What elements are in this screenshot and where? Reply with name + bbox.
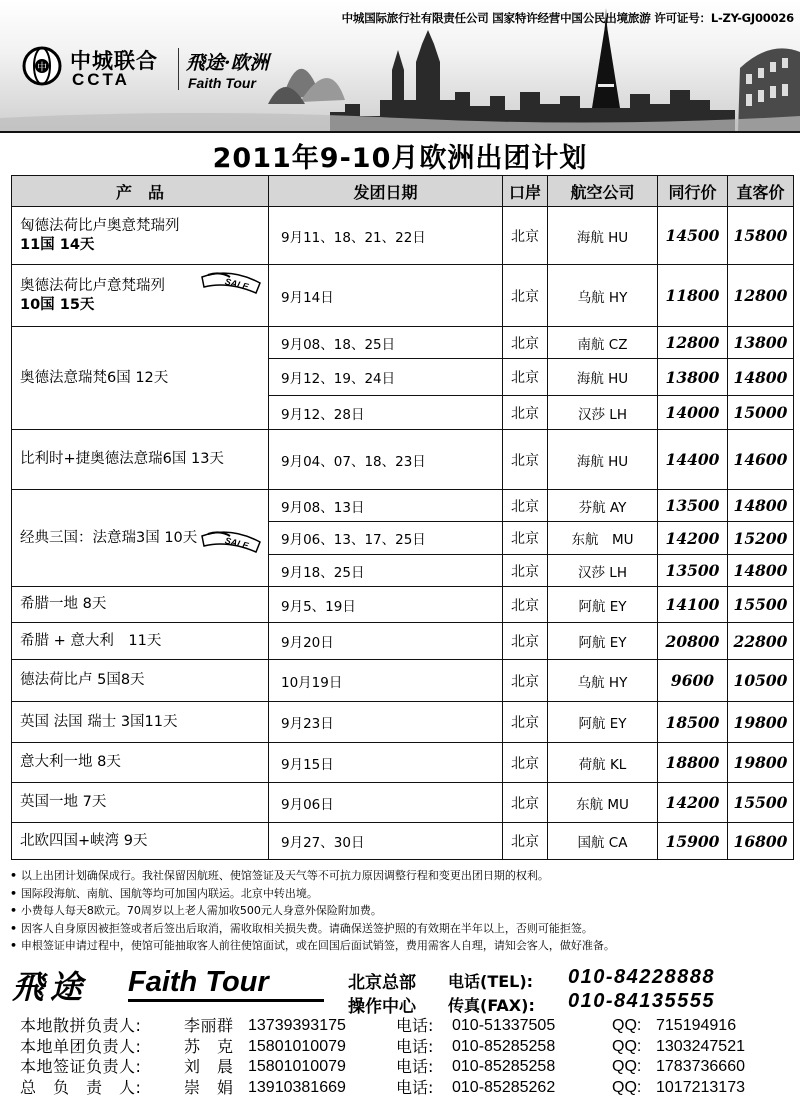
product-cell — [12, 265, 269, 327]
departure-dates: 9月12、19、24日 — [269, 359, 503, 396]
product-cell — [12, 623, 269, 660]
table-row — [12, 587, 794, 623]
retail-price: 15000 — [728, 396, 794, 430]
table-row — [12, 490, 794, 522]
departure-dates: 9月11、18、21、22日 — [269, 207, 503, 265]
staff-tel-label: 电话: — [396, 1016, 434, 1035]
airline: 汉莎 LH — [548, 555, 658, 587]
sale-tag-icon — [200, 271, 264, 295]
retail-price: 14800 — [728, 359, 794, 396]
retail-price: 19800 — [728, 702, 794, 743]
departure-dates: 9月20日 — [269, 623, 503, 660]
retail-price: 16800 — [728, 823, 794, 860]
column-header-peer-price: 同行价 — [658, 176, 728, 207]
departure-port: 北京 — [503, 207, 548, 265]
page-title: 2011年9-10月欧洲出团计划 — [212, 143, 588, 174]
staff-contact-list — [20, 1016, 800, 1098]
staff-qq[interactable]: 1303247521 — [656, 1037, 745, 1055]
staff-qq-label: QQ: — [612, 1078, 642, 1096]
sub-brand-en: Faith Tour — [188, 75, 256, 91]
retail-price: 13800 — [728, 327, 794, 359]
retail-price: 22800 — [728, 623, 794, 660]
departure-port: 北京 — [503, 623, 548, 660]
staff-tel-label: 电话: — [396, 1077, 434, 1097]
peer-price: 18800 — [658, 743, 728, 783]
peer-price: 15900 — [658, 823, 728, 860]
notes-list — [10, 867, 790, 955]
table-row — [12, 430, 794, 490]
contact-kind-tel: 电话(TEL): — [448, 972, 534, 991]
staff-tel[interactable]: 010-85285258 — [452, 1058, 556, 1075]
column-header-product: 产 品 — [12, 176, 269, 207]
staff-row — [20, 1057, 800, 1078]
staff-name: 刘 晨 — [184, 1057, 234, 1076]
brand-name-en: CCTA — [72, 70, 130, 89]
departure-port: 北京 — [503, 823, 548, 860]
departure-port: 北京 — [503, 783, 548, 823]
staff-mobile[interactable]: 15801010079 — [248, 1058, 346, 1075]
peer-price: 13800 — [658, 359, 728, 396]
staff-row — [20, 1016, 800, 1037]
product-name: 经典三国：法意瑞3国 10天 — [20, 529, 198, 546]
staff-role: 本地单团负责人: — [20, 1036, 142, 1056]
peer-price: 18500 — [658, 702, 728, 743]
peer-price: 14100 — [658, 587, 728, 623]
departure-dates: 9月27、30日 — [269, 823, 503, 860]
table-row — [12, 207, 794, 265]
staff-mobile[interactable]: 15801010079 — [248, 1037, 346, 1055]
airline: 汉莎 LH — [548, 396, 658, 430]
departure-port: 北京 — [503, 660, 548, 702]
product-name: 奥德法意瑞梵6国 12天 — [20, 369, 169, 386]
airline: 东航 MU — [548, 522, 658, 555]
retail-price: 15500 — [728, 587, 794, 623]
product-name: 希腊一地 8天 — [20, 596, 107, 612]
product-duration: 11国 14天 — [20, 236, 95, 253]
airline: 阿航 EY — [548, 587, 658, 623]
airline: 国航 CA — [548, 823, 658, 860]
table-row — [12, 327, 794, 359]
product-cell — [12, 207, 269, 265]
departure-port: 北京 — [503, 265, 548, 327]
airline: 阿航 EY — [548, 623, 658, 660]
tour-schedule-table — [11, 175, 794, 860]
departure-dates: 9月23日 — [269, 702, 503, 743]
product-cell — [12, 490, 269, 587]
retail-price: 14800 — [728, 555, 794, 587]
logo-mark-text: 中 — [37, 62, 47, 74]
contact-label-ops: 操作中心 — [348, 997, 416, 1017]
retail-price: 15500 — [728, 783, 794, 823]
staff-mobile[interactable]: 13739393175 — [248, 1017, 346, 1034]
departure-port: 北京 — [503, 327, 548, 359]
column-header-dates: 发团日期 — [269, 176, 503, 207]
staff-row — [20, 1078, 800, 1099]
staff-role: 本地签证负责人: — [20, 1057, 142, 1076]
staff-role: 本地散拼负责人: — [20, 1016, 142, 1035]
column-header-port: 口岸 — [503, 176, 548, 207]
retail-price: 10500 — [728, 660, 794, 702]
peer-price: 14500 — [658, 207, 728, 265]
staff-row — [20, 1037, 800, 1058]
license-line: 中城国际旅行社有限责任公司 国家特许经营中国公民出境旅游 许可证号：L-ZY-GJ00026 — [341, 11, 794, 25]
peer-price: 14400 — [658, 430, 728, 490]
product-name: 希腊 + 意大利 11天 — [20, 632, 162, 649]
staff-qq-label: QQ: — [612, 1017, 642, 1034]
departure-dates: 9月15日 — [269, 743, 503, 783]
note-item: • 小费每人每天8欧元。70周岁以上老人需加收500元人身意外保险附加费。 — [10, 902, 790, 920]
staff-tel[interactable]: 010-85285262 — [452, 1078, 556, 1096]
departure-port: 北京 — [503, 396, 548, 430]
departure-port: 北京 — [503, 587, 548, 623]
staff-tel-label: 电话: — [396, 1057, 434, 1076]
product-name: 意大利一地 8天 — [20, 754, 121, 770]
table-row — [12, 660, 794, 702]
sale-tag-icon — [200, 530, 264, 554]
retail-price: 12800 — [728, 265, 794, 327]
table-body — [12, 207, 794, 860]
departure-dates: 10月19日 — [269, 660, 503, 702]
product-name: 英国 法国 瑞士 3国11天 — [20, 713, 178, 730]
footer-brand-en: Faith Tour — [128, 966, 269, 998]
departure-port: 北京 — [503, 490, 548, 522]
contact-fax-number[interactable]: 010-84135555 — [568, 990, 716, 1012]
departure-dates: 9月08、13日 — [269, 490, 503, 522]
departure-dates: 9月12、28日 — [269, 396, 503, 430]
staff-tel-label: 电话: — [396, 1036, 434, 1056]
airline: 海航 HU — [548, 359, 658, 396]
departure-dates: 9月06、13、17、25日 — [269, 522, 503, 555]
brand-name-cn: 中城联合 — [70, 49, 158, 73]
page-header — [0, 0, 800, 133]
departure-dates: 9月06日 — [269, 783, 503, 823]
peer-price: 12800 — [658, 327, 728, 359]
airline: 海航 HU — [548, 207, 658, 265]
sale-tag-label: SALE — [223, 276, 250, 292]
staff-mobile[interactable]: 13910381669 — [248, 1078, 346, 1096]
airline: 东航 MU — [548, 783, 658, 823]
contact-kind-fax: 传真(FAX): — [448, 996, 535, 1015]
table-row — [12, 783, 794, 823]
departure-dates: 9月18、25日 — [269, 555, 503, 587]
product-name: 德法荷比卢 5国8天 — [20, 672, 145, 688]
product-name: 北欧四国+峡湾 9天 — [20, 832, 148, 849]
note-item: • 因客人自身原因被拒签或者后签出后取消，需收取相关损失费。请确保送签护照的有效期在半年以上，否则可能拒签。 — [10, 920, 790, 938]
departure-dates: 9月14日 — [269, 265, 503, 327]
footer-brand-underline — [128, 999, 324, 1002]
staff-name: 李丽群 — [184, 1016, 234, 1035]
airline: 芬航 AY — [548, 490, 658, 522]
table-row — [12, 823, 794, 860]
peer-price: 11800 — [658, 265, 728, 327]
product-cell — [12, 430, 269, 490]
product-name: 匈德法荷比卢奥意梵瑞列 — [20, 217, 180, 234]
staff-role: 总 负 责 人: — [20, 1077, 142, 1097]
peer-price: 14000 — [658, 396, 728, 430]
product-cell — [12, 660, 269, 702]
retail-price: 19800 — [728, 743, 794, 783]
airline: 荷航 KL — [548, 743, 658, 783]
peer-price: 20800 — [658, 623, 728, 660]
table-row — [12, 623, 794, 660]
sale-tag-label: SALE — [223, 535, 250, 551]
product-duration: 10国 15天 — [20, 296, 95, 313]
airline: 海航 HU — [548, 430, 658, 490]
airline: 乌航 HY — [548, 265, 658, 327]
departure-port: 北京 — [503, 555, 548, 587]
airline: 乌航 HY — [548, 660, 658, 702]
peer-price: 14200 — [658, 783, 728, 823]
peer-price: 13500 — [658, 490, 728, 522]
product-name: 奥德法荷比卢意梵瑞列 — [20, 277, 165, 294]
product-name: 比利时+捷奥德法意瑞6国 13天 — [20, 451, 224, 467]
contact-label-hq: 北京总部 — [348, 973, 416, 993]
staff-name: 苏 克 — [184, 1036, 234, 1056]
table-row — [12, 702, 794, 743]
note-item: • 申根签证申请过程中，使馆可能抽取客人前往使馆面试，或在回国后面试销签，费用需客人自理，请知会客人，做好准备。 — [10, 937, 790, 955]
table-header-row — [12, 176, 794, 207]
staff-qq[interactable]: 715194916 — [656, 1017, 737, 1034]
airline: 阿航 EY — [548, 702, 658, 743]
departure-port: 北京 — [503, 702, 548, 743]
airline: 南航 CZ — [548, 327, 658, 359]
ccta-globe-logo-icon — [22, 46, 62, 86]
table-row — [12, 265, 794, 327]
departure-port: 北京 — [503, 743, 548, 783]
peer-price: 13500 — [658, 555, 728, 587]
departure-port: 北京 — [503, 359, 548, 396]
brand-divider — [178, 48, 179, 90]
product-cell — [12, 823, 269, 860]
contact-tel-number[interactable]: 010-84228888 — [568, 966, 716, 988]
product-name: 英国一地 7天 — [20, 794, 107, 810]
product-cell — [12, 327, 269, 430]
column-header-retail-price: 直客价 — [728, 176, 794, 207]
retail-price: 15800 — [728, 207, 794, 265]
staff-tel[interactable]: 010-51337505 — [452, 1017, 556, 1034]
departure-dates: 9月08、18、25日 — [269, 327, 503, 359]
departure-dates: 9月5、19日 — [269, 587, 503, 623]
product-cell — [12, 783, 269, 823]
retail-price: 14800 — [728, 490, 794, 522]
peer-price: 9600 — [658, 660, 728, 702]
footer-brand-cn: 飛途 — [12, 968, 89, 1006]
staff-qq[interactable]: 1017213173 — [656, 1078, 745, 1096]
departure-port: 北京 — [503, 430, 548, 490]
retail-price: 15200 — [728, 522, 794, 555]
staff-qq-label: QQ: — [612, 1037, 642, 1055]
note-item: • 国际段海航、南航、国航等均可加国内联运。北京中转出境。 — [10, 885, 790, 903]
staff-qq-label: QQ: — [612, 1058, 642, 1075]
product-cell — [12, 587, 269, 623]
table-row — [12, 743, 794, 783]
departure-port: 北京 — [503, 522, 548, 555]
sub-brand-cn: 飛途·欧洲 — [186, 52, 269, 74]
column-header-airline: 航空公司 — [548, 176, 658, 207]
staff-name: 崇 娟 — [184, 1077, 234, 1097]
peer-price: 14200 — [658, 522, 728, 555]
staff-tel[interactable]: 010-85285258 — [452, 1037, 556, 1055]
product-cell — [12, 702, 269, 743]
departure-dates: 9月04、07、18、23日 — [269, 430, 503, 490]
product-cell — [12, 743, 269, 783]
retail-price: 14600 — [728, 430, 794, 490]
note-item: • 以上出团计划确保成行。我社保留因航班、使馆签证及天气等不可抗力原因调整行程和变更出团日期的权利。 — [10, 867, 790, 885]
staff-qq[interactable]: 1783736660 — [656, 1058, 745, 1075]
